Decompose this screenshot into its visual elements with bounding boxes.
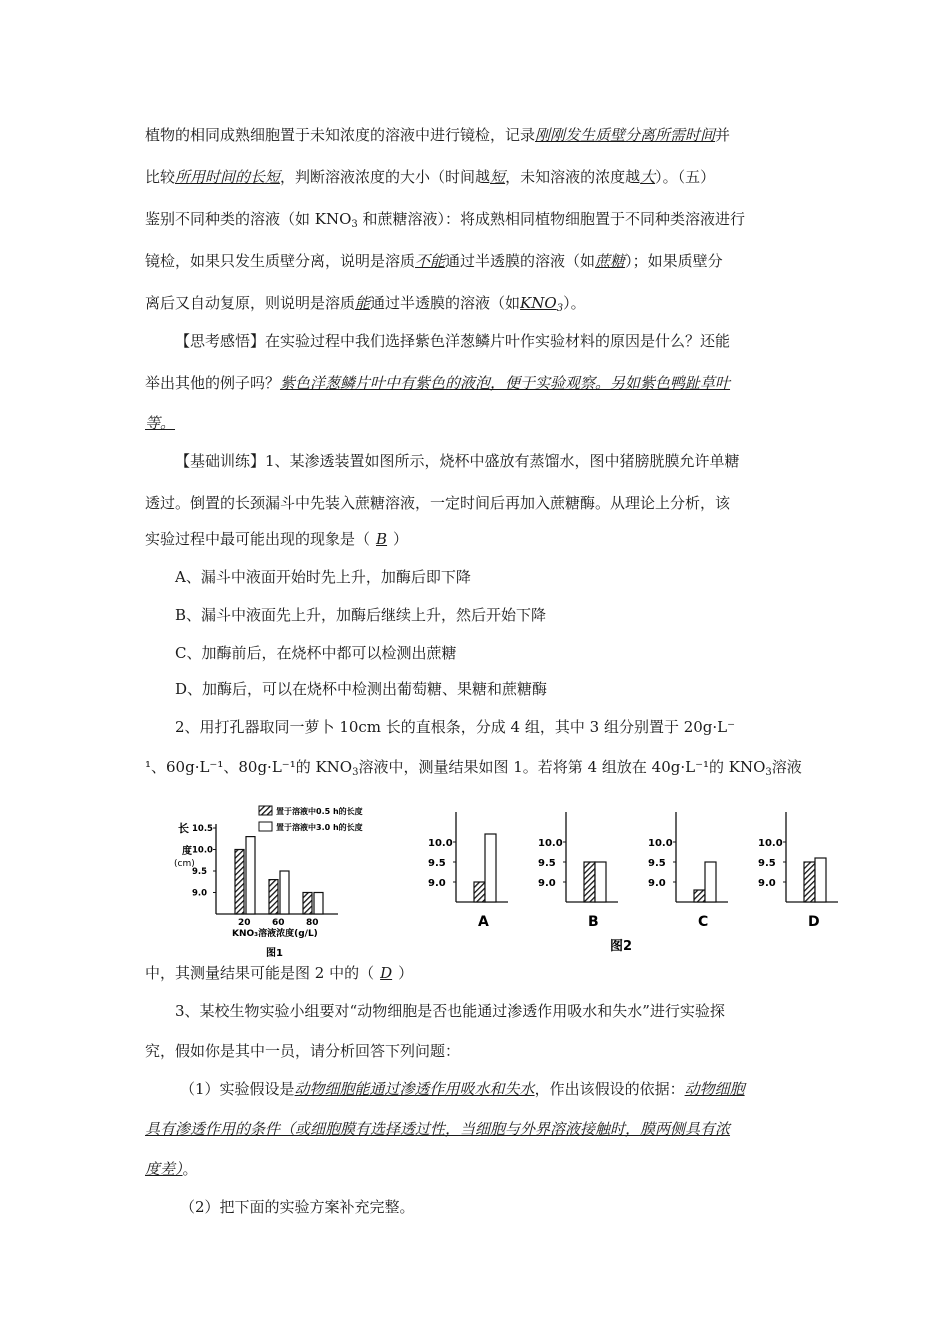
text: ） [393, 530, 409, 548]
subscript: 3 [351, 219, 358, 230]
text: ） [398, 964, 414, 982]
panel-label: A [478, 914, 489, 930]
para-line [145, 124, 730, 146]
bar [804, 862, 815, 902]
bar [314, 893, 323, 915]
figure-caption: 图1 [266, 948, 283, 959]
bar [235, 850, 244, 915]
text: 植物的相同成熟细胞置于未知浓度的溶液中进行镜检，记录 [145, 126, 536, 144]
y-tick-label: 9.5 [648, 858, 666, 869]
y-axis-label: 度 [182, 846, 192, 857]
q3-line [145, 1158, 198, 1180]
y-tick-label: 9.5 [428, 858, 446, 869]
bar [584, 862, 595, 902]
text: ）；如果质壁分 [625, 252, 723, 270]
bar [694, 890, 705, 902]
text: 【思考感悟】在实验过程中我们选择紫色洋葱鳞片叶作实验材料的原因是什么？还能 [175, 332, 731, 350]
y-tick-label: 10.0 [538, 838, 563, 849]
bar [815, 858, 826, 902]
y-tick-label: 9.5 [758, 858, 776, 869]
y-tick-label: 9.0 [648, 878, 666, 889]
think-line [145, 412, 175, 434]
answer-text: 动物细胞能通过渗透作用吸水和失水 [294, 1080, 535, 1098]
subscript: 3 [765, 767, 772, 778]
y-tick-label: 9.0 [538, 878, 556, 889]
para-line [145, 250, 723, 272]
option-c: C、加酶前后，在烧杯中都可以检测出蔗糖 [175, 644, 457, 662]
bar [280, 871, 289, 914]
para-line [145, 166, 715, 188]
formula: KNO [520, 294, 557, 312]
q3-line [145, 1040, 460, 1062]
q2-line [145, 962, 413, 984]
text: 和蔗糖溶液）：将成熟相同植物细胞置于不同种类溶液进行 [357, 210, 746, 228]
text: 3、某校生物实验小组要对“动物细胞是否也能通过渗透作用吸水和失水”进行实验探 [175, 1002, 725, 1020]
text: （2）把下面的实验方案补充完整。 [180, 1198, 415, 1216]
text: 溶液中，测量结果如图 1。若将第 4 组放在 40g·L⁻¹的 KNO [358, 758, 766, 776]
q2-line [175, 716, 735, 738]
bar [485, 834, 496, 902]
answer-text: 能 [355, 294, 371, 312]
y-tick-label: 9.0 [428, 878, 446, 889]
text: 溶液 [771, 758, 802, 776]
subscript: 3 [556, 303, 564, 314]
think-line [145, 372, 730, 394]
text: ，未知溶液的浓度越 [505, 168, 641, 186]
subscript: 3 [352, 767, 359, 778]
y-axis-label: (cm) [174, 859, 195, 869]
text: 鉴别不同种类的溶液（如 KNO [145, 210, 352, 228]
answer-text [520, 294, 563, 312]
text: 镜检，如果只发生质壁分离，说明是溶质 [145, 252, 416, 270]
bar [269, 880, 278, 914]
bar [474, 882, 485, 902]
panel-label: B [588, 914, 599, 930]
y-tick-label: 9.0 [758, 878, 776, 889]
q3-line [175, 1000, 725, 1022]
x-tick-label: 60 [272, 918, 285, 928]
y-tick-label: 10.0 [648, 838, 673, 849]
answer-text: 蔗糖 [595, 252, 626, 270]
q3-line [180, 1078, 745, 1100]
think-line [175, 330, 730, 352]
answer-text: 大 [640, 168, 656, 186]
q2-line [145, 756, 802, 784]
answer-text: 不能 [415, 252, 446, 270]
legend-label: 置于溶液中3.0 h的长度 [276, 823, 363, 832]
bar [303, 893, 312, 915]
text: ¹、60g·L⁻¹、80g·L⁻¹的 KNO [145, 758, 353, 776]
y-tick-label: 9.0 [192, 888, 208, 899]
q1-line [145, 492, 730, 514]
answer-text: 短 [490, 168, 506, 186]
answer-text: 度差） [145, 1160, 183, 1178]
answer-text: 等。 [145, 414, 176, 432]
x-axis-label: KNO₃溶液浓度(g/L) [232, 929, 318, 939]
answer-text: D [380, 964, 393, 982]
y-tick-label: 10.0 [758, 838, 783, 849]
y-tick-label: 10.0 [428, 838, 453, 849]
panel-label: D [808, 914, 820, 930]
text: 【基础训练】1、某渗透装置如图所示，烧杯中盛放有蒸馏水，图中猪膀胱膜允许单糖 [175, 452, 740, 470]
text: 。 [182, 1160, 198, 1178]
text: 2、用打孔器取同一萝卜 10cm 长的直根条，分成 4 组，其中 3 组分别置于 20g·L⁻ [175, 718, 736, 736]
y-tick-label: 10.0 [192, 845, 213, 856]
text: 中，其测量结果可能是图 2 中的（ [145, 964, 375, 982]
y-tick-label: 10.5 [192, 824, 213, 834]
option-d: D、加酶后，可以在烧杯中检测出葡萄糖、果糖和蔗糖酶 [175, 680, 548, 698]
y-axis-label: 长 [178, 822, 189, 835]
y-tick-label: 9.5 [538, 858, 556, 869]
legend-swatch-open [259, 822, 272, 831]
text: 比较 [145, 168, 176, 186]
q3-line [180, 1196, 415, 1218]
option-a: A、漏斗中液面开始时先上升，加酶后即下降 [175, 568, 471, 586]
text: 究，假如你是其中一员，请分析回答下列问题： [145, 1042, 461, 1060]
figure-1-chart [170, 798, 400, 966]
text: 实验过程中最可能出现的现象是（ [145, 530, 371, 548]
text: ，判断溶液浓度的大小（时间越 [280, 168, 491, 186]
text: ）。 [563, 294, 586, 312]
x-tick-label: 20 [238, 918, 251, 928]
y-tick-label: 9.5 [192, 867, 208, 877]
answer-text: 动物细胞 [684, 1080, 745, 1098]
bar [246, 837, 255, 914]
text: （1）实验假设是 [180, 1080, 295, 1098]
x-tick-label: 80 [306, 918, 319, 928]
panel-label: C [698, 914, 709, 930]
para-line [145, 208, 745, 236]
text: 离后又自动复原，则说明是溶质 [145, 294, 356, 312]
text: 透过。倒置的长颈漏斗中先装入蔗糖溶液，一定时间后再加入蔗糖酶。从理论上分析，该 [145, 494, 731, 512]
answer-text: 具有渗透作用的条件（或细胞膜有选择透过性，当细胞与外界溶液接触时，膜两侧具有浓 [145, 1120, 731, 1138]
text: 通过半透膜的溶液（如 [370, 294, 521, 312]
text: 通过半透膜的溶液（如 [445, 252, 596, 270]
answer-text: 所用时间的长短 [175, 168, 281, 186]
text: 举出其他的例子吗？ [145, 374, 281, 392]
answer-text: 刚刚发生质壁分离所需时间 [535, 126, 716, 144]
legend-label: 置于溶液中0.5 h的长度 [276, 807, 363, 816]
q1-line [175, 450, 740, 472]
answer-text: B [376, 530, 388, 548]
figure-caption: 图2 [610, 939, 633, 954]
bar [595, 862, 606, 902]
q3-line [145, 1118, 730, 1140]
q1-line [145, 528, 408, 550]
para-line [145, 292, 586, 320]
answer-text: 紫色洋葱鳞片叶中有紫色的液泡，便于实验观察。另如紫色鸭趾草叶 [280, 374, 731, 392]
figure-2-chart [410, 798, 840, 966]
text: ，作出该假设的依据： [534, 1080, 685, 1098]
text: ）。（五） [655, 168, 716, 186]
legend-swatch-hatched [259, 806, 272, 815]
option-b: B、漏斗中液面先上升，加酶后继续上升，然后开始下降 [175, 606, 547, 624]
text: 并 [715, 126, 731, 144]
bar [705, 862, 716, 902]
